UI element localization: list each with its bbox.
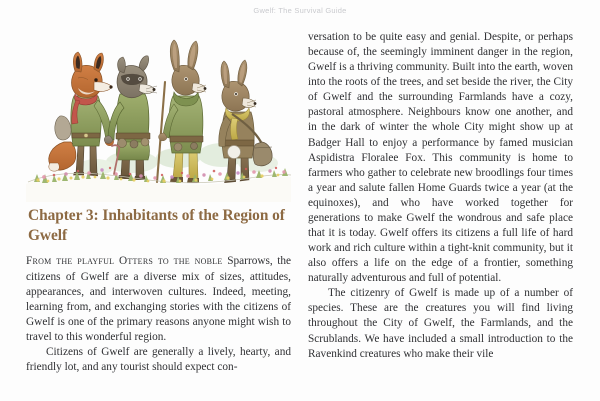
left-paragraph-2: Citizens of Gwelf are generally a lively, hearty, and friendly lot, and any tourist should expect con-: [26, 345, 291, 373]
small-caps-opening: From the playful Otters to the noble: [26, 255, 228, 268]
watercolor-characters-illustration: [26, 34, 291, 202]
left-paragraph-1: [26, 254, 291, 344]
left-column: [26, 30, 291, 375]
left-paragraph-1-rest: Sparrows, the citizens of Gwelf are a diverse mix of sizes, attitudes, appearances, and interwoven cultures. Indeed, meeting, learning from, and exchanging stories with the citizens of Gwelf is one of the primary reasons anyone might wish to travel to this wonderful region.: [26, 255, 292, 343]
page-columns: [0, 30, 600, 401]
chapter-title: Chapter 3: Inhabitants of the Region of Gwelf: [28, 207, 285, 244]
right-paragraph-1: versation to be quite easy and genial. Despite, or perhaps because of, the seemingly imminent danger in the region, Gwelf is a thriving community. Built into the earth, woven into the roots of the trees, and set beside the river, the City of Gwelf and the surrounding Farmlands have a cozy, pastoral atmosphere. Neighbours know one another, and in the dark of winter the whole City might show up at Badger Hall to enjoy a performance by famed musician Aspidistra Floralee Fox. This community is home to farmers who gather to celebrate new broodlings four times a year and salute fallen Home Guards twice a year (at the equinoxes), and who have worked together for generations to make Gwelf the wondrous and safe place that it is today. Gwelf offers its citizens a full life of hard work and rich culture within a tight-knit community, but it also offers a life on the edge of a frontier, something naturally adventurous and full of potential.: [308, 31, 574, 285]
running-header-book-title: Gwelf: The Survival Guide: [253, 6, 347, 15]
right-paragraph-2: The citizenry of Gwelf is made up of a number of species. These are the creatures you will find living throughout the City of Gwelf, the Farmlands, and the Scrublands. We have included a small introduction to the Ravenkind creatures who make their vile: [308, 287, 573, 360]
right-column: [308, 30, 573, 362]
